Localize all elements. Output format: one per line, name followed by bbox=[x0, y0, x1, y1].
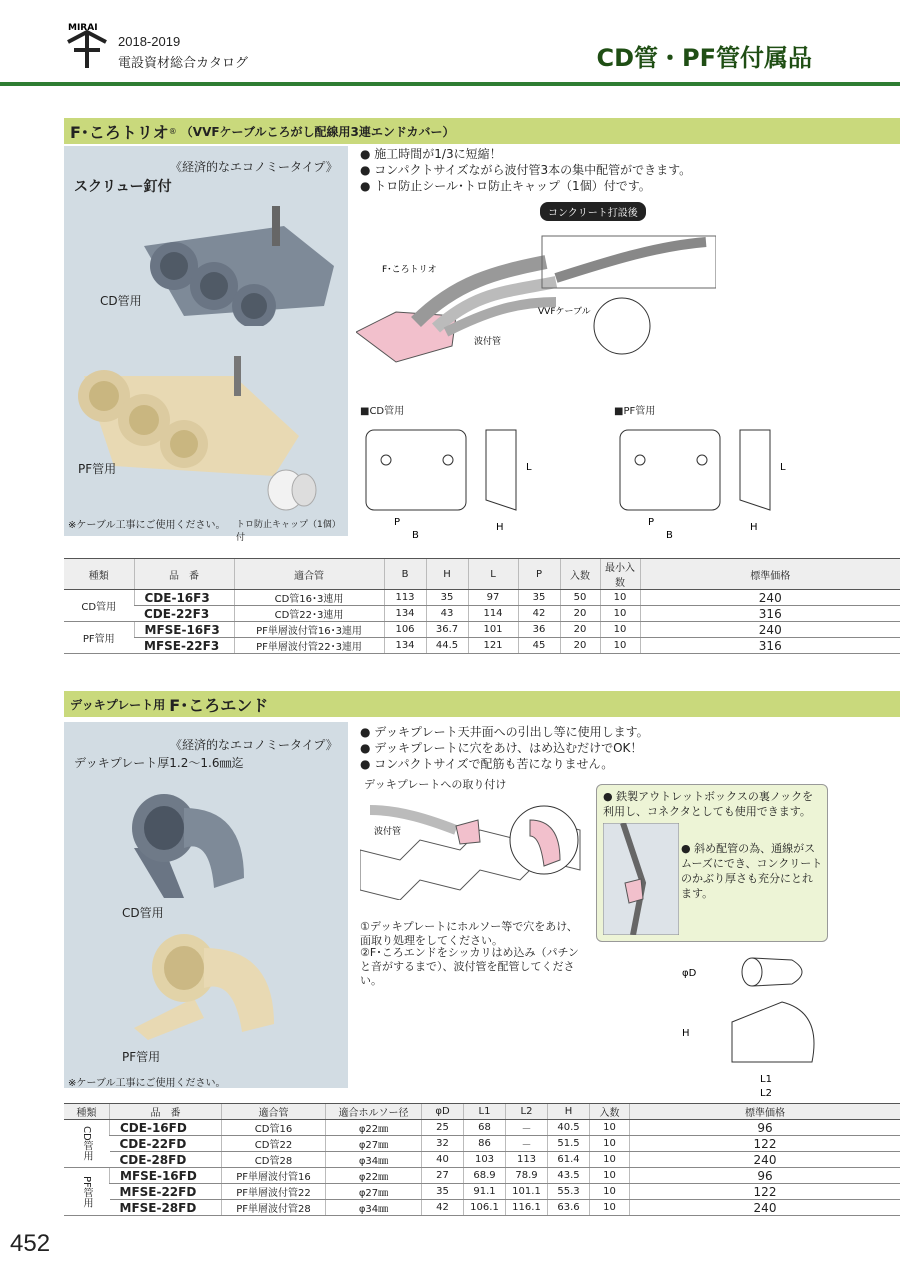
installation-diagram bbox=[356, 222, 716, 392]
cell: 43.5 bbox=[548, 1168, 590, 1184]
cell: 61.4 bbox=[548, 1152, 590, 1168]
col-type: 種類 bbox=[64, 559, 134, 590]
section1-bullets bbox=[360, 146, 691, 194]
table-row bbox=[64, 1136, 900, 1152]
code-cell: MFSE-22FD bbox=[110, 1184, 222, 1200]
feature-1-text: ● 鉄製アウトレットボックスの裏ノックを利用し、コネクタとしても使用できます。 bbox=[603, 790, 814, 818]
cell: 78.9 bbox=[506, 1168, 548, 1184]
cell: φ22㎜ bbox=[326, 1168, 422, 1184]
code-cell: CDE-16FD bbox=[110, 1120, 222, 1136]
col-minqty: 最小入数 bbox=[600, 559, 640, 590]
cd-dimension-drawing bbox=[356, 420, 546, 540]
group-cell: CD管用 bbox=[64, 1120, 110, 1168]
cell: CD管28 bbox=[222, 1152, 326, 1168]
cell: 68 bbox=[464, 1120, 506, 1136]
dim-b-label: B bbox=[412, 530, 419, 540]
col-l1: L1 bbox=[464, 1104, 506, 1120]
col-p: P bbox=[518, 559, 560, 590]
deck-thickness-label: デッキプレート厚1.2～1.6㎜迄 bbox=[74, 756, 244, 770]
cell: 113 bbox=[384, 590, 426, 606]
diagram-cable-label: VVFケーブル bbox=[538, 307, 591, 317]
cell: 63.6 bbox=[548, 1200, 590, 1216]
cell: 20 bbox=[560, 622, 600, 638]
cell: 51.5 bbox=[548, 1136, 590, 1152]
cell: 10 bbox=[600, 638, 640, 654]
table-header-row bbox=[64, 559, 900, 590]
dim-cd-label: ■CD管用 bbox=[360, 406, 405, 417]
cell: 116.1 bbox=[506, 1200, 548, 1216]
cell: 68.9 bbox=[464, 1168, 506, 1184]
bullet-item: ● コンパクトサイズで配筋も苦になりません。 bbox=[360, 756, 649, 772]
table-header-row bbox=[64, 1104, 900, 1120]
bullet-item: ● トロ防止シール･トロ防止キャップ（1個）付です。 bbox=[360, 178, 691, 194]
col-qty: 入数 bbox=[590, 1104, 630, 1120]
section1-title-bar bbox=[64, 118, 900, 144]
cell: 103 bbox=[464, 1152, 506, 1168]
cell: 32 bbox=[422, 1136, 464, 1152]
end-dimension-drawing bbox=[672, 952, 842, 1102]
price-cell: 122 bbox=[630, 1184, 900, 1200]
cell: － bbox=[506, 1120, 548, 1136]
cell: 101 bbox=[468, 622, 518, 638]
section2-photo-panel bbox=[64, 722, 348, 1088]
cell: φ27㎜ bbox=[326, 1184, 422, 1200]
section1-photo-panel bbox=[64, 146, 348, 543]
pf-pipe-label: PF管用 bbox=[78, 462, 117, 476]
cd-end-label: CD管用 bbox=[122, 906, 164, 920]
col-h: H bbox=[548, 1104, 590, 1120]
page-number: 452 bbox=[10, 1230, 51, 1257]
cell: 25 bbox=[422, 1120, 464, 1136]
dim-l1-label: L1 bbox=[760, 1074, 772, 1085]
cell: 121 bbox=[468, 638, 518, 654]
cell: PF単層波付管28 bbox=[222, 1200, 326, 1216]
cell: 106 bbox=[384, 622, 426, 638]
cell: φ27㎜ bbox=[326, 1136, 422, 1152]
bullet-item: ● コンパクトサイズながら波付管3本の集中配管ができます。 bbox=[360, 162, 691, 178]
mirai-logo bbox=[64, 20, 110, 70]
table-row bbox=[64, 606, 900, 622]
diagram-product-label: F･ころトリオ bbox=[382, 265, 437, 275]
price-cell: 240 bbox=[640, 622, 900, 638]
cell: 35 bbox=[426, 590, 468, 606]
cell: 40.5 bbox=[548, 1120, 590, 1136]
economy-label: 《経済的なエコノミータイプ》 bbox=[170, 738, 338, 752]
cell: 134 bbox=[384, 606, 426, 622]
dim-d-label: φD bbox=[682, 968, 697, 979]
cell: 113 bbox=[506, 1152, 548, 1168]
price-cell: 96 bbox=[630, 1168, 900, 1184]
dim-l2-label: L2 bbox=[760, 1088, 772, 1099]
col-code: 品 番 bbox=[134, 559, 234, 590]
col-d: φD bbox=[422, 1104, 464, 1120]
code-cell: MFSE-16F3 bbox=[134, 622, 234, 638]
cell: 42 bbox=[518, 606, 560, 622]
section2-title: F･ころエンド bbox=[169, 695, 269, 715]
catalog-name: 電設資材総合カタログ bbox=[118, 56, 249, 71]
group-cell: CD管用 bbox=[64, 590, 134, 622]
cell: 91.1 bbox=[464, 1184, 506, 1200]
col-holesaw: 適合ホルソー径 bbox=[326, 1104, 422, 1120]
price-cell: 316 bbox=[640, 606, 900, 622]
cell: CD管22･3連用 bbox=[234, 606, 384, 622]
page-title: CD管・PF管付属品 bbox=[596, 44, 812, 72]
table-row bbox=[64, 1200, 900, 1216]
pf-dimension-drawing bbox=[610, 420, 800, 540]
col-pipe: 適合管 bbox=[222, 1104, 326, 1120]
feature-box bbox=[596, 784, 828, 942]
cell: 134 bbox=[384, 638, 426, 654]
cap-note: トロ防止キャップ（1個）付 bbox=[236, 520, 341, 543]
cell: φ34㎜ bbox=[326, 1200, 422, 1216]
cell: 42 bbox=[422, 1200, 464, 1216]
cell: CD管16･3連用 bbox=[234, 590, 384, 606]
cell: PF単層波付管22 bbox=[222, 1184, 326, 1200]
cell: 106.1 bbox=[464, 1200, 506, 1216]
code-cell: CDE-22F3 bbox=[134, 606, 234, 622]
cell: 36 bbox=[518, 622, 560, 638]
concrete-badge: コンクリート打設後 bbox=[540, 202, 646, 221]
cell: PF単層波付管22･3連用 bbox=[234, 638, 384, 654]
table-row bbox=[64, 638, 900, 654]
table-row bbox=[64, 622, 900, 638]
cell: － bbox=[506, 1136, 548, 1152]
pf-trio-product-image bbox=[74, 346, 304, 476]
cell: 10 bbox=[590, 1152, 630, 1168]
cell: φ22㎜ bbox=[326, 1120, 422, 1136]
cell: 86 bbox=[464, 1136, 506, 1152]
price-cell: 122 bbox=[630, 1136, 900, 1152]
cell: 50 bbox=[560, 590, 600, 606]
header-rule bbox=[0, 82, 900, 86]
cell: 97 bbox=[468, 590, 518, 606]
cell: 101.1 bbox=[506, 1184, 548, 1200]
cell: 20 bbox=[560, 638, 600, 654]
cell: 35 bbox=[518, 590, 560, 606]
cell: 40 bbox=[422, 1152, 464, 1168]
cell: 55.3 bbox=[548, 1184, 590, 1200]
code-cell: MFSE-28FD bbox=[110, 1200, 222, 1216]
table-row bbox=[64, 1120, 900, 1136]
price-cell: 240 bbox=[630, 1152, 900, 1168]
outlet-box-image bbox=[603, 823, 679, 935]
cell: CD管16 bbox=[222, 1120, 326, 1136]
price-cell: 240 bbox=[630, 1200, 900, 1216]
cell: 35 bbox=[422, 1184, 464, 1200]
mount-label: デッキプレートへの取り付け bbox=[364, 778, 507, 791]
dim-h-label: H bbox=[496, 522, 504, 533]
cell: PF単層波付管16･3連用 bbox=[234, 622, 384, 638]
screw-label: スクリュー釘付 bbox=[74, 179, 172, 195]
price-cell: 316 bbox=[640, 638, 900, 654]
cell: 10 bbox=[590, 1120, 630, 1136]
usage-note: ※ケーブル工事にご使用ください。 bbox=[68, 520, 226, 531]
bullet-item: ● デッキプレート天井面への引出し等に使用します。 bbox=[360, 724, 649, 740]
price-cell: 240 bbox=[640, 590, 900, 606]
bullet-item: ● デッキプレートに穴をあけ、はめ込むだけでOK！ bbox=[360, 740, 649, 756]
col-type: 種類 bbox=[64, 1104, 110, 1120]
code-cell: CDE-22FD bbox=[110, 1136, 222, 1152]
cell: 114 bbox=[468, 606, 518, 622]
cap-image bbox=[260, 464, 330, 514]
dim-p-label: P bbox=[394, 517, 401, 528]
table-row bbox=[64, 1184, 900, 1200]
dim-l-label: L bbox=[526, 462, 532, 473]
col-price: 標準価格 bbox=[640, 559, 900, 590]
cell: 10 bbox=[590, 1136, 630, 1152]
price-cell: 96 bbox=[630, 1120, 900, 1136]
cell: 10 bbox=[590, 1200, 630, 1216]
section2-bullets bbox=[360, 724, 649, 772]
pf-end-product-image bbox=[134, 928, 294, 1048]
diagram-pipe-label: 波付管 bbox=[374, 827, 402, 837]
cell: 44.5 bbox=[426, 638, 468, 654]
dim-l-label: L bbox=[780, 462, 786, 473]
dim-p-label: P bbox=[648, 517, 655, 528]
economy-label: 《経済的なエコノミータイプ》 bbox=[170, 160, 338, 174]
step1-text: ①デッキプレートにホルソー等で穴をあけ、面取り処理をしてください。 bbox=[360, 920, 578, 947]
dim-h-label: H bbox=[750, 522, 758, 533]
step2-text: ②F･ころエンドをシッカリはめ込み（パチンと音がするまで）、波付管を配管してください。 bbox=[360, 946, 579, 987]
cd-pipe-label: CD管用 bbox=[100, 294, 142, 308]
cd-trio-product-image bbox=[124, 206, 344, 326]
code-cell: MFSE-22F3 bbox=[134, 638, 234, 654]
section1-subtitle: （VVFケーブルころがし配線用3連エンドカバー） bbox=[180, 124, 455, 139]
cell: 36.7 bbox=[426, 622, 468, 638]
catalog-year: 2018-2019 bbox=[118, 34, 181, 49]
section1-reg-mark: ® bbox=[168, 126, 177, 136]
cell: 27 bbox=[422, 1168, 464, 1184]
col-h: H bbox=[426, 559, 468, 590]
logo-text: MIRAI bbox=[68, 23, 98, 33]
col-code: 品 番 bbox=[110, 1104, 222, 1120]
feature-2-text: ● 斜め配管の為、通線がスムーズにでき、コンクリートのかぶり厚さも充分にとれます。 bbox=[681, 842, 823, 900]
group-cell: PF管用 bbox=[64, 622, 134, 654]
code-cell: MFSE-16FD bbox=[110, 1168, 222, 1184]
col-b: B bbox=[384, 559, 426, 590]
section1-title: F･ころトリオ bbox=[70, 122, 169, 142]
cell: 43 bbox=[426, 606, 468, 622]
pf-end-label: PF管用 bbox=[122, 1050, 161, 1064]
code-cell: CDE-28FD bbox=[110, 1152, 222, 1168]
section1-spec-table bbox=[64, 558, 900, 654]
code-cell: CDE-16F3 bbox=[134, 590, 234, 606]
col-qty: 入数 bbox=[560, 559, 600, 590]
bullet-item: ● 施工時間が1/3に短縮！ bbox=[360, 146, 691, 162]
cell: 20 bbox=[560, 606, 600, 622]
section2-title-bar bbox=[64, 691, 900, 717]
cell: 45 bbox=[518, 638, 560, 654]
table-row bbox=[64, 590, 900, 606]
group-cell: PF管用 bbox=[64, 1168, 110, 1216]
section2-spec-table bbox=[64, 1103, 900, 1216]
dim-h-label: H bbox=[682, 1028, 690, 1039]
cell: 10 bbox=[600, 622, 640, 638]
cd-end-product-image bbox=[124, 788, 264, 908]
dim-pf-label: ■PF管用 bbox=[614, 406, 656, 417]
table-row bbox=[64, 1152, 900, 1168]
cell: PF単層波付管16 bbox=[222, 1168, 326, 1184]
col-price: 標準価格 bbox=[630, 1104, 900, 1120]
cell: CD管22 bbox=[222, 1136, 326, 1152]
cell: 10 bbox=[600, 606, 640, 622]
section2-prefix: デッキプレート用 bbox=[70, 697, 166, 712]
diagram-pipe-label: 波付管 bbox=[474, 337, 502, 347]
col-l2: L2 bbox=[506, 1104, 548, 1120]
cell: 10 bbox=[590, 1168, 630, 1184]
cell: 10 bbox=[590, 1184, 630, 1200]
deck-mount-diagram bbox=[360, 790, 590, 900]
col-pipe: 適合管 bbox=[234, 559, 384, 590]
cell: φ34㎜ bbox=[326, 1152, 422, 1168]
usage-note: ※ケーブル工事にご使用ください。 bbox=[68, 1078, 226, 1089]
cell: 10 bbox=[600, 590, 640, 606]
dim-b-label: B bbox=[666, 530, 673, 540]
col-l: L bbox=[468, 559, 518, 590]
table-row bbox=[64, 1168, 900, 1184]
